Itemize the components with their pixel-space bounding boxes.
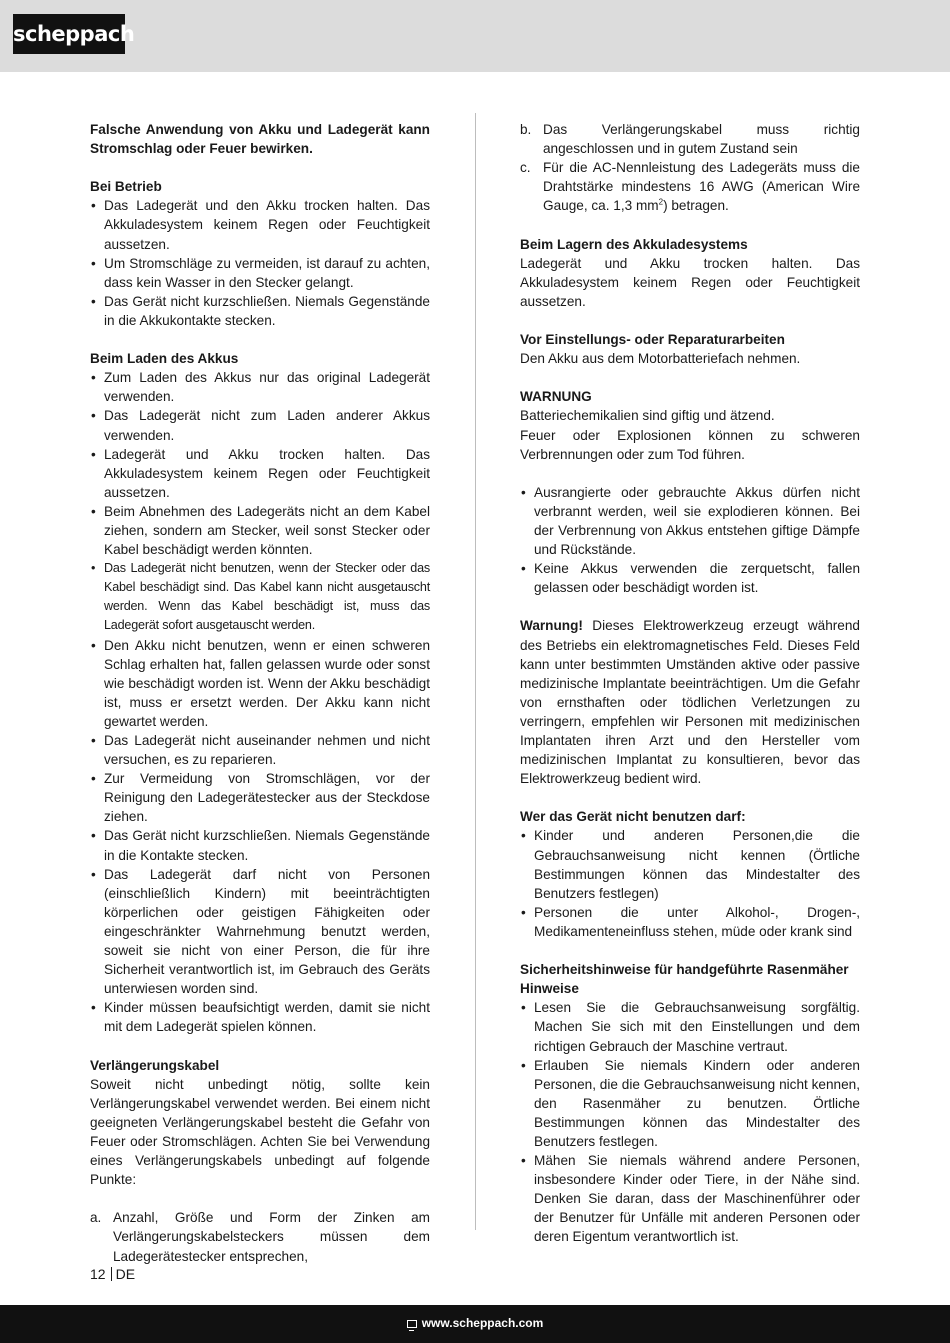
list-item: • Das Ladegerät darf nicht von Personen (einschließlich Kindern) mit beeinträchtigten körperlichen oder geistigen Fähigkeiten oder eingeschränkter Wahrnehmung benutzt werden, soweit sie nicht von einer Person, die für ihre Sicherheit verantwortlich ist, im Gebrauch des Geräts unterwiesen worden sind. bbox=[90, 865, 430, 999]
left-column bbox=[90, 120, 430, 1266]
list-item: • Um Stromschläge zu vermeiden, ist darauf zu achten, dass kein Wasser in den Stecker gelangt. bbox=[90, 254, 430, 292]
list-item: • Lesen Sie die Gebrauchsanweisung sorgfältig. Machen Sie sich mit den Einstellungen und dem richtigen Gebrauch der Maschine vertraut. bbox=[520, 998, 860, 1055]
extension-cable-list bbox=[90, 1208, 430, 1265]
scheppach-logo: scheppach bbox=[13, 14, 125, 54]
maintenance-text: Den Akku aus dem Motorbatteriefach nehmen. bbox=[520, 351, 801, 367]
charging-list bbox=[90, 368, 430, 1036]
list-item-text: Das Verlängerungskabel muss richtig angeschlossen und in gutem Zustand sein bbox=[543, 122, 860, 157]
list-item: • Zum Laden des Akkus nur das original Ladegerät verwenden. bbox=[90, 368, 430, 406]
list-item bbox=[90, 1208, 430, 1265]
warning-heading: WARNUNG bbox=[520, 389, 592, 405]
intro-warning: Falsche Anwendung von Akku und Ladegerät kann Stromschlag oder Feuer bewirken. bbox=[90, 122, 430, 157]
monitor-icon bbox=[407, 1320, 417, 1328]
header-band bbox=[0, 0, 950, 72]
list-item: • Zur Vermeidung von Stromschlägen, vor der Reinigung den Ladegerätestecker aus der Steckdose ziehen. bbox=[90, 769, 430, 826]
list-item-text: ) betragen. bbox=[663, 198, 729, 214]
section-heading-charging: Beim Laden des Akkus bbox=[90, 351, 239, 367]
list-item bbox=[520, 158, 860, 215]
warning-label: Warnung! bbox=[520, 618, 583, 634]
list-item bbox=[520, 120, 860, 158]
list-item: • Kinder müssen beaufsichtigt werden, damit sie nicht mit dem Ladegerät spielen können. bbox=[90, 998, 430, 1036]
list-marker: c. bbox=[520, 160, 531, 176]
list-marker: a. bbox=[90, 1210, 102, 1226]
superscript: 2 bbox=[658, 197, 664, 207]
section-heading-restricted-users: Wer das Gerät nicht benutzen darf: bbox=[520, 809, 746, 825]
battery-warning-list bbox=[520, 483, 860, 598]
right-column bbox=[520, 120, 860, 1247]
list-item: • Das Ladegerät und den Akku trocken halten. Das Akkuladesystem keinem Regen oder Feuchtigkeit aussetzen. bbox=[90, 196, 430, 253]
list-item: • Das Gerät nicht kurzschließen. Niemals Gegenstände in die Kontakte stecken. bbox=[90, 826, 430, 864]
section-heading-operation: Bei Betrieb bbox=[90, 179, 162, 195]
website-link[interactable]: www.scheppach.com bbox=[421, 1316, 544, 1330]
safety-list bbox=[520, 998, 860, 1246]
warning-text: Batteriechemikalien sind giftig und ätzend. bbox=[520, 408, 775, 424]
operation-list bbox=[90, 196, 430, 330]
section-subheading-notes: Hinweise bbox=[520, 981, 579, 997]
section-heading-extension-cable: Verlängerungskabel bbox=[90, 1057, 220, 1073]
list-item: • Mähen Sie niemals während andere Personen, insbesondere Kinder oder Tiere, in der Nähe sind. Denken Sie daran, dass der Maschinenführer oder der Benutzer für Unfälle mit anderen Personen oder deren Eigentum verantwortlich ist. bbox=[520, 1151, 860, 1246]
list-item: • Beim Abnehmen des Ladegeräts nicht an dem Kabel ziehen, sondern am Stecker, weil sonst Stecker oder Kabel beschädigt werden könnten. bbox=[90, 502, 430, 559]
footer-url-container bbox=[0, 1316, 950, 1330]
footer-bar bbox=[0, 1305, 950, 1343]
section-heading-maintenance: Vor Einstellungs- oder Reparaturarbeiten bbox=[520, 332, 785, 348]
list-item: • Personen die unter Alkohol-, Drogen-, Medikamenteneinfluss stehen, müde oder krank sind bbox=[520, 903, 860, 941]
restricted-users-list bbox=[520, 826, 860, 941]
extension-cable-text: Soweit nicht unbedingt nötig, sollte kein Verlängerungskabel verwendet werden. Bei einem nicht geeigneten Verlängerungskabel besteht die Gefahr von Feuer oder Stromschlägen. Achten Sie bei Verwendung eines Verlängerungskabels unbedingt auf folgende Punkte: bbox=[90, 1076, 430, 1188]
storage-text: Ladegerät und Akku trocken halten. Das Akkuladesystem keinem Regen oder Feuchtigkeit aussetzen. bbox=[520, 255, 860, 309]
list-item: • Das Gerät nicht kurzschließen. Niemals Gegenstände in die Akkukontakte stecken. bbox=[90, 292, 430, 330]
list-item: • Keine Akkus verwenden die zerquetscht, fallen gelassen oder beschädigt worden ist. bbox=[520, 559, 860, 597]
section-heading-storage: Beim Lagern des Akkuladesystems bbox=[520, 236, 748, 252]
list-item: • Das Ladegerät nicht benutzen, wenn der Stecker oder das Kabel beschädigt sind. Das Kabel kann nicht ausgetauscht werden. Wenn das Kabel beschädigt ist, muss das Ladegerät sofort ausgetauscht werden. bbox=[90, 559, 430, 635]
extension-cable-list-continued bbox=[520, 120, 860, 215]
list-item: • Ausrangierte oder gebrauchte Akkus dürfen nicht verbrannt werden, weil sie explodieren können. Bei der Verbrennung von Akkus entstehen giftige Dämpfe und Rückstände. bbox=[520, 483, 860, 559]
warning-text: Feuer oder Explosionen können zu schweren Verbrennungen oder zum Tod führen. bbox=[520, 427, 860, 462]
section-heading-safety: Sicherheitshinweise für handgeführte Rasenmäher bbox=[520, 962, 849, 978]
electromagnetic-warning bbox=[520, 616, 860, 788]
list-item: • Das Ladegerät nicht auseinander nehmen und nicht versuchen, es zu reparieren. bbox=[90, 731, 430, 769]
column-divider bbox=[475, 113, 476, 1230]
list-item: • Kinder und anderen Personen,die die Gebrauchsanweisung nicht kennen (Örtliche Bestimmungen können das Mindestalter des Benutzers festlegen) bbox=[520, 826, 860, 902]
list-item: • Das Ladegerät nicht zum Laden anderer Akkus verwenden. bbox=[90, 406, 430, 444]
list-item: • Ladegerät und Akku trocken halten. Das Akkuladesystem keinem Regen oder Feuchtigkeit aussetzen. bbox=[90, 445, 430, 502]
electromagnetic-warning-text: Dieses Elektrowerkzeug erzeugt während des Betriebs ein elektromagnetisches Feld. Dieses Feld kann unter bestimmten Umständen aktive oder passive medizinische Implantate beeinträchtigen. Um die Gefahr von ernsthaften oder tödlichen Verletzungen zu verringern, empfehlen wir Personen mit medizinischen Implantaten ihren Arzt und den Hersteller vom medizinischen Implantat zu konsultieren, bevor das Elektrowerkzeug bedient wird. bbox=[520, 618, 860, 787]
page-number-value: 12 bbox=[90, 1266, 106, 1282]
page-number bbox=[90, 1265, 135, 1283]
list-item: • Erlauben Sie niemals Kindern oder anderen Personen, die die Gebrauchsanweisung nicht kennen, den Rasenmäher zu benutzen. Örtliche Bestimmungen können das Mindestalter des Benutzers festlegen. bbox=[520, 1056, 860, 1151]
list-item-text: Anzahl, Größe und Form der Zinken am Verlängerungskabelsteckers müssen dem Ladegerätestecker entsprechen, bbox=[113, 1210, 430, 1264]
page-separator bbox=[111, 1267, 112, 1281]
language-code: DE bbox=[115, 1266, 136, 1282]
list-item-text: Für die AC-Nennleistung des Ladegeräts muss die Drahtstärke mindestens 16 AWG (American Wire Gauge, ca. 1,3 mm bbox=[543, 160, 860, 214]
list-marker: b. bbox=[520, 122, 532, 137]
list-item: • Den Akku nicht benutzen, wenn er einen schweren Schlag erhalten hat, fallen gelassen wurde oder sonst wie beschädigt worden ist. Wenn der Akku beschädigt ist, muss er ersetzt werden. Der Akku kann nicht gewartet werden. bbox=[90, 636, 430, 731]
